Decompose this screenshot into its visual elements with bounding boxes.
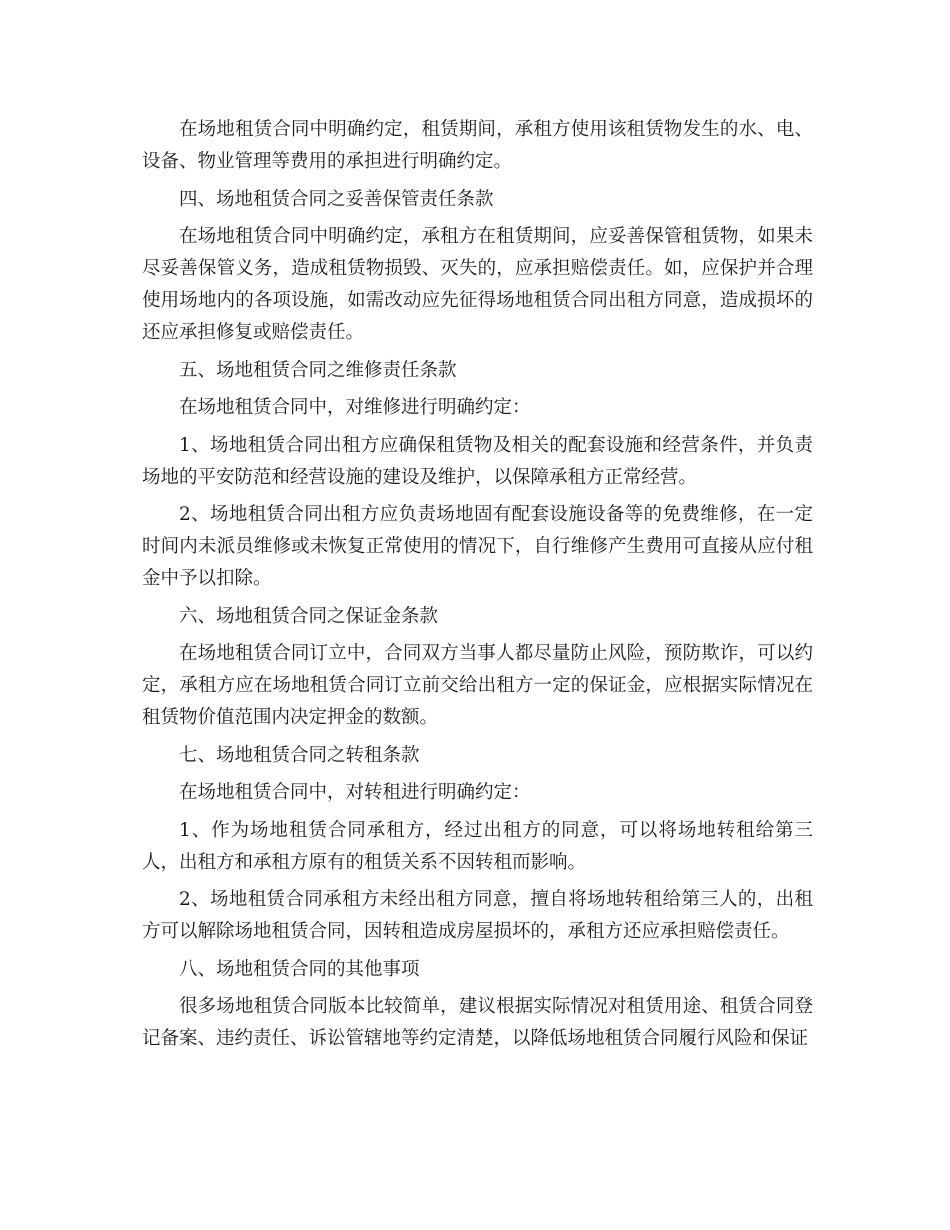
section-heading-sublease: 七、场地租赁合同之转租条款 [179, 744, 420, 766]
paragraph-custody: 在场地租赁合同中明确约定，承租方在租赁期间，应妥善保管租赁物，如果未尽妥善保管义务，造成租赁物损毁、灭失的，应承担赔偿责任。如，应保护并合理使用场地内的各项设施，如需改动应先征得场地租赁合同出租方同意，造成损坏的还应承担修复或赔偿责任。 [142, 226, 813, 343]
section-heading-custody: 四、场地租赁合同之妥善保管责任条款 [179, 188, 494, 210]
section-heading-maintenance: 五、场地租赁合同之维修责任条款 [179, 359, 457, 381]
paragraph-maintenance-item-2: 2、场地租赁合同出租方应负责场地固有配套设施设备等的免费维修，在一定时间内未派员维修或未恢复正常使用的情况下，自行维修产生费用可直接从应付租金中予以扣除。 [142, 504, 813, 589]
paragraph-maintenance-intro: 在场地租赁合同中，对维修进行明确约定： [179, 397, 531, 418]
paragraph-deposit: 在场地租赁合同订立中，合同双方当事人都尽量防止风险，预防欺诈，可以约定，承租方应在场地租赁合同订立前交给出租方一定的保证金，应根据实际情况在租赁物价值范围内决定押金的数额。 [142, 643, 813, 728]
paragraph-sublease-item-1: 1、作为场地租赁合同承租方，经过出租方的同意，可以将场地转租给第三人，出租方和承租方原有的租赁关系不因转租而影响。 [142, 819, 813, 873]
paragraph-sublease-intro: 在场地租赁合同中，对转租进行明确约定： [179, 782, 531, 803]
paragraph-utility-costs: 在场地租赁合同中明确约定，租赁期间，承租方使用该租赁物发生的水、电、设备、物业管理等费用的承担进行明确约定。 [142, 119, 813, 172]
document-body [142, 114, 813, 1061]
paragraph-other-matters: 很多场地租赁合同版本比较简单，建议根据实际情况对租赁用途、租赁合同登记备案、违约责任、诉讼管辖地等约定清楚，以降低场地租赁合同履行风险和保证 [142, 996, 813, 1049]
paragraph-maintenance-item-1: 1、场地租赁合同出租方应确保租赁物及相关的配套设施和经营条件，并负责场地的平安防范和经营设施的建设及维护，以保障承租方正常经营。 [142, 434, 813, 488]
paragraph-sublease-item-2: 2、场地租赁合同承租方未经出租方同意，擅自将场地转租给第三人的，出租方可以解除场地租赁合同，因转租造成房屋损坏的，承租方还应承担赔偿责任。 [142, 889, 813, 942]
section-heading-other-matters: 八、场地租赁合同的其他事项 [179, 958, 420, 980]
section-heading-deposit: 六、场地租赁合同之保证金条款 [179, 605, 439, 627]
